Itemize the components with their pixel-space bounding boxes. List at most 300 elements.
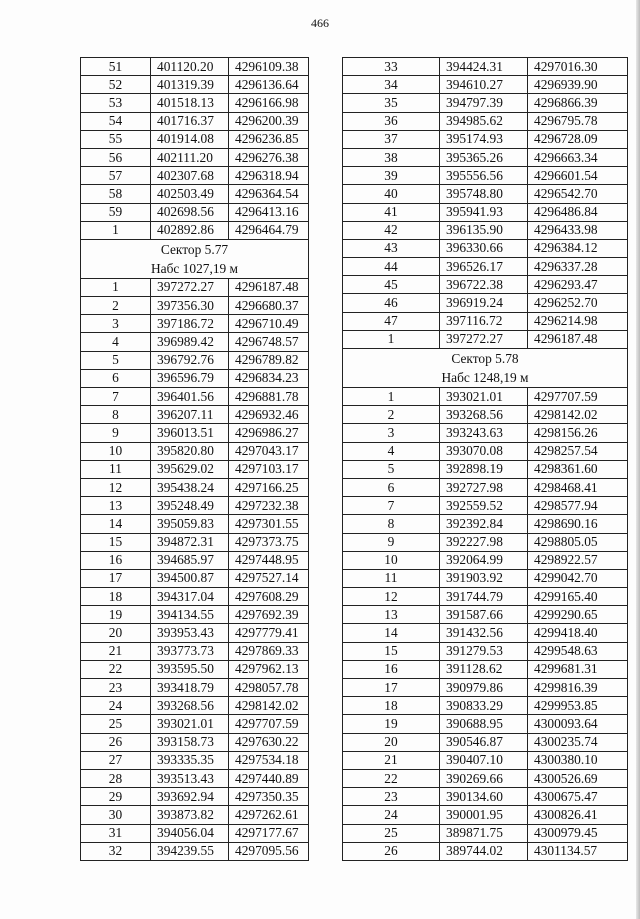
point-number-cell: 4 — [343, 442, 440, 460]
y-coordinate-cell: 4298690.16 — [528, 515, 628, 533]
table-row — [343, 606, 628, 624]
scan-page-edge — [636, 0, 640, 919]
table-row — [343, 588, 628, 606]
point-number-cell: 30 — [81, 806, 151, 824]
y-coordinate-cell: 4299418.40 — [528, 624, 628, 642]
y-coordinate-cell: 4301134.57 — [528, 842, 628, 860]
sector-height: Набс 1027,19 м — [150, 260, 239, 276]
table-row — [343, 569, 628, 587]
table-row — [343, 312, 628, 330]
point-number-cell: 26 — [81, 733, 151, 751]
x-coordinate-cell: 390546.87 — [440, 733, 528, 751]
x-coordinate-cell: 402892.86 — [151, 221, 229, 239]
x-coordinate-cell: 397116.72 — [440, 312, 528, 330]
y-coordinate-cell: 4296663.34 — [528, 148, 628, 166]
x-coordinate-cell: 390001.95 — [440, 806, 528, 824]
y-coordinate-cell: 4298257.54 — [528, 442, 628, 460]
point-number-cell: 33 — [343, 58, 440, 76]
point-number-cell: 59 — [81, 203, 151, 221]
point-number-cell: 26 — [343, 842, 440, 860]
point-number-cell: 23 — [343, 788, 440, 806]
table-row — [81, 112, 309, 130]
table-row — [81, 588, 309, 606]
table-row — [343, 679, 628, 697]
point-number-cell: 21 — [343, 751, 440, 769]
point-number-cell: 27 — [81, 751, 151, 769]
point-number-cell: 36 — [343, 112, 440, 130]
table-row — [343, 406, 628, 424]
point-number-cell: 16 — [343, 660, 440, 678]
table-row — [343, 167, 628, 185]
x-coordinate-cell: 392559.52 — [440, 497, 528, 515]
y-coordinate-cell: 4299953.85 — [528, 697, 628, 715]
point-number-cell: 32 — [81, 842, 151, 860]
y-coordinate-cell: 4297534.18 — [229, 751, 309, 769]
point-number-cell: 2 — [81, 297, 151, 315]
table-row — [81, 533, 309, 551]
table-row — [81, 278, 309, 296]
x-coordinate-cell: 396792.76 — [151, 351, 229, 369]
x-coordinate-cell: 391587.66 — [440, 606, 528, 624]
x-coordinate-cell: 392392.84 — [440, 515, 528, 533]
point-number-cell: 35 — [343, 94, 440, 112]
sector-header-row — [343, 349, 628, 388]
table-row — [343, 442, 628, 460]
table-row — [343, 94, 628, 112]
table-row — [81, 76, 309, 94]
y-coordinate-cell: 4296834.23 — [229, 369, 309, 387]
table-row — [343, 642, 628, 660]
sector-header — [81, 239, 309, 278]
table-row — [81, 624, 309, 642]
table-row — [81, 478, 309, 496]
point-number-cell: 25 — [343, 824, 440, 842]
table-row — [343, 388, 628, 406]
sector-title: Сектор 5.77 — [160, 241, 229, 257]
x-coordinate-cell: 392727.98 — [440, 478, 528, 496]
point-number-cell: 24 — [81, 697, 151, 715]
x-coordinate-cell: 393595.50 — [151, 660, 229, 678]
x-coordinate-cell: 391903.92 — [440, 569, 528, 587]
x-coordinate-cell: 391279.53 — [440, 642, 528, 660]
y-coordinate-cell: 4297350.35 — [229, 788, 309, 806]
x-coordinate-cell: 401914.08 — [151, 130, 229, 148]
y-coordinate-cell: 4297608.29 — [229, 588, 309, 606]
x-coordinate-cell: 395820.80 — [151, 442, 229, 460]
table-row — [343, 697, 628, 715]
table-row — [81, 515, 309, 533]
x-coordinate-cell: 402698.56 — [151, 203, 229, 221]
x-coordinate-cell: 395556.56 — [440, 167, 528, 185]
y-coordinate-cell: 4296364.54 — [229, 185, 309, 203]
x-coordinate-cell: 395748.80 — [440, 185, 528, 203]
table-row — [343, 806, 628, 824]
point-number-cell: 43 — [343, 239, 440, 257]
point-number-cell: 6 — [343, 478, 440, 496]
y-coordinate-cell: 4296932.46 — [229, 406, 309, 424]
point-number-cell: 18 — [343, 697, 440, 715]
x-coordinate-cell: 390269.66 — [440, 769, 528, 787]
x-coordinate-cell: 393243.63 — [440, 424, 528, 442]
x-coordinate-cell: 394317.04 — [151, 588, 229, 606]
x-coordinate-cell: 396135.90 — [440, 221, 528, 239]
table-row — [81, 551, 309, 569]
point-number-cell: 14 — [343, 624, 440, 642]
point-number-cell: 45 — [343, 276, 440, 294]
point-number-cell: 13 — [343, 606, 440, 624]
x-coordinate-cell: 390833.29 — [440, 697, 528, 715]
point-number-cell: 21 — [81, 642, 151, 660]
sector-header-row — [81, 239, 309, 278]
x-coordinate-cell: 396207.11 — [151, 406, 229, 424]
point-number-cell: 41 — [343, 203, 440, 221]
y-coordinate-cell: 4297166.25 — [229, 478, 309, 496]
point-number-cell: 7 — [81, 388, 151, 406]
x-coordinate-cell: 395438.24 — [151, 478, 229, 496]
x-coordinate-cell: 397272.27 — [151, 278, 229, 296]
y-coordinate-cell: 4296384.12 — [528, 239, 628, 257]
point-number-cell: 56 — [81, 148, 151, 166]
x-coordinate-cell: 396722.38 — [440, 276, 528, 294]
point-number-cell: 5 — [81, 351, 151, 369]
y-coordinate-cell: 4299290.65 — [528, 606, 628, 624]
x-coordinate-cell: 394872.31 — [151, 533, 229, 551]
point-number-cell: 3 — [343, 424, 440, 442]
x-coordinate-cell: 396330.66 — [440, 239, 528, 257]
point-number-cell: 8 — [343, 515, 440, 533]
point-number-cell: 39 — [343, 167, 440, 185]
point-number-cell: 46 — [343, 294, 440, 312]
point-number-cell: 55 — [81, 130, 151, 148]
point-number-cell: 24 — [343, 806, 440, 824]
y-coordinate-cell: 4297103.17 — [229, 460, 309, 478]
x-coordinate-cell: 396401.56 — [151, 388, 229, 406]
table-row — [343, 715, 628, 733]
table-row — [343, 551, 628, 569]
table-row — [343, 624, 628, 642]
y-coordinate-cell: 4298156.26 — [528, 424, 628, 442]
y-coordinate-cell: 4297043.17 — [229, 442, 309, 460]
y-coordinate-cell: 4296748.57 — [229, 333, 309, 351]
table-row — [81, 406, 309, 424]
table-row — [81, 388, 309, 406]
y-coordinate-cell: 4296318.94 — [229, 167, 309, 185]
y-coordinate-cell: 4296166.98 — [229, 94, 309, 112]
x-coordinate-cell: 390688.95 — [440, 715, 528, 733]
table-row — [343, 130, 628, 148]
point-number-cell: 12 — [343, 588, 440, 606]
x-coordinate-cell: 393513.43 — [151, 769, 229, 787]
table-row — [343, 842, 628, 860]
table-row — [343, 751, 628, 769]
y-coordinate-cell: 4296939.90 — [528, 76, 628, 94]
point-number-cell: 2 — [343, 406, 440, 424]
table-row — [343, 221, 628, 239]
y-coordinate-cell: 4296337.28 — [528, 258, 628, 276]
x-coordinate-cell: 391432.56 — [440, 624, 528, 642]
x-coordinate-cell: 389871.75 — [440, 824, 528, 842]
table-row — [81, 203, 309, 221]
table-row — [81, 842, 309, 860]
point-number-cell: 37 — [343, 130, 440, 148]
point-number-cell: 38 — [343, 148, 440, 166]
x-coordinate-cell: 389744.02 — [440, 842, 528, 860]
y-coordinate-cell: 4297448.95 — [229, 551, 309, 569]
x-coordinate-cell: 395248.49 — [151, 497, 229, 515]
y-coordinate-cell: 4296789.82 — [229, 351, 309, 369]
y-coordinate-cell: 4296728.09 — [528, 130, 628, 148]
x-coordinate-cell: 396919.24 — [440, 294, 528, 312]
table-row — [81, 442, 309, 460]
point-number-cell: 11 — [81, 460, 151, 478]
table-row — [81, 130, 309, 148]
point-number-cell: 12 — [81, 478, 151, 496]
x-coordinate-cell: 394610.27 — [440, 76, 528, 94]
table-row — [81, 679, 309, 697]
y-coordinate-cell: 4296276.38 — [229, 148, 309, 166]
point-number-cell: 58 — [81, 185, 151, 203]
y-coordinate-cell: 4299165.40 — [528, 588, 628, 606]
y-coordinate-cell: 4296200.39 — [229, 112, 309, 130]
table-row — [343, 788, 628, 806]
y-coordinate-cell: 4296795.78 — [528, 112, 628, 130]
table-row — [343, 330, 628, 348]
y-coordinate-cell: 4298468.41 — [528, 478, 628, 496]
table-row — [343, 58, 628, 76]
table-row — [81, 333, 309, 351]
table-row — [81, 497, 309, 515]
point-number-cell: 7 — [343, 497, 440, 515]
point-number-cell: 9 — [81, 424, 151, 442]
y-coordinate-cell: 4296486.84 — [528, 203, 628, 221]
point-number-cell: 1 — [81, 278, 151, 296]
table-row — [81, 569, 309, 587]
y-coordinate-cell: 4296252.70 — [528, 294, 628, 312]
y-coordinate-cell: 4296236.85 — [229, 130, 309, 148]
table-row — [343, 185, 628, 203]
x-coordinate-cell: 402503.49 — [151, 185, 229, 203]
y-coordinate-cell: 4297232.38 — [229, 497, 309, 515]
point-number-cell: 52 — [81, 76, 151, 94]
x-coordinate-cell: 395174.93 — [440, 130, 528, 148]
x-coordinate-cell: 393873.82 — [151, 806, 229, 824]
point-number-cell: 16 — [81, 551, 151, 569]
y-coordinate-cell: 4296433.98 — [528, 221, 628, 239]
x-coordinate-cell: 401319.39 — [151, 76, 229, 94]
x-coordinate-cell: 396013.51 — [151, 424, 229, 442]
point-number-cell: 34 — [343, 76, 440, 94]
y-coordinate-cell: 4296881.78 — [229, 388, 309, 406]
x-coordinate-cell: 396526.17 — [440, 258, 528, 276]
page-number: 466 — [311, 16, 329, 30]
x-coordinate-cell: 393070.08 — [440, 442, 528, 460]
y-coordinate-cell: 4300675.47 — [528, 788, 628, 806]
y-coordinate-cell: 4299042.70 — [528, 569, 628, 587]
x-coordinate-cell: 393692.94 — [151, 788, 229, 806]
y-coordinate-cell: 4296986.27 — [229, 424, 309, 442]
y-coordinate-cell: 4296136.64 — [229, 76, 309, 94]
table-row — [81, 58, 309, 76]
table-row — [81, 148, 309, 166]
x-coordinate-cell: 397356.30 — [151, 297, 229, 315]
table-row — [81, 660, 309, 678]
table-row — [81, 697, 309, 715]
table-row — [343, 824, 628, 842]
y-coordinate-cell: 4297177.67 — [229, 824, 309, 842]
y-coordinate-cell: 4296214.98 — [528, 312, 628, 330]
x-coordinate-cell: 393418.79 — [151, 679, 229, 697]
x-coordinate-cell: 393335.35 — [151, 751, 229, 769]
x-coordinate-cell: 394134.55 — [151, 606, 229, 624]
y-coordinate-cell: 4296601.54 — [528, 167, 628, 185]
table-row — [81, 824, 309, 842]
x-coordinate-cell: 394985.62 — [440, 112, 528, 130]
table-row — [343, 148, 628, 166]
y-coordinate-cell: 4296109.38 — [229, 58, 309, 76]
x-coordinate-cell: 393773.73 — [151, 642, 229, 660]
point-number-cell: 3 — [81, 315, 151, 333]
point-number-cell: 4 — [81, 333, 151, 351]
x-coordinate-cell: 390407.10 — [440, 751, 528, 769]
point-number-cell: 9 — [343, 533, 440, 551]
table-row — [343, 769, 628, 787]
sector-height: Набс 1248,19 м — [441, 370, 529, 385]
y-coordinate-cell: 4298805.05 — [528, 533, 628, 551]
x-coordinate-cell: 401120.20 — [151, 58, 229, 76]
table-row — [343, 203, 628, 221]
point-number-cell: 31 — [81, 824, 151, 842]
y-coordinate-cell: 4296866.39 — [528, 94, 628, 112]
point-number-cell: 15 — [343, 642, 440, 660]
y-coordinate-cell: 4299681.31 — [528, 660, 628, 678]
y-coordinate-cell: 4300380.10 — [528, 751, 628, 769]
point-number-cell: 17 — [343, 679, 440, 697]
sector-header — [343, 349, 628, 388]
x-coordinate-cell: 402111.20 — [151, 148, 229, 166]
table-row — [81, 606, 309, 624]
y-coordinate-cell: 4297707.59 — [528, 388, 628, 406]
table-row — [343, 733, 628, 751]
point-number-cell: 28 — [81, 769, 151, 787]
x-coordinate-cell: 393268.56 — [151, 697, 229, 715]
table-row — [81, 806, 309, 824]
x-coordinate-cell: 390134.60 — [440, 788, 528, 806]
y-coordinate-cell: 4300235.74 — [528, 733, 628, 751]
point-number-cell: 19 — [343, 715, 440, 733]
point-number-cell: 18 — [81, 588, 151, 606]
y-coordinate-cell: 4297262.61 — [229, 806, 309, 824]
y-coordinate-cell: 4297630.22 — [229, 733, 309, 751]
x-coordinate-cell: 392227.98 — [440, 533, 528, 551]
table-row — [343, 478, 628, 496]
y-coordinate-cell: 4296293.47 — [528, 276, 628, 294]
table-row — [343, 424, 628, 442]
point-number-cell: 1 — [343, 388, 440, 406]
table-row — [343, 76, 628, 94]
coordinates-table-left — [80, 57, 309, 861]
point-number-cell: 10 — [81, 442, 151, 460]
y-coordinate-cell: 4296187.48 — [229, 278, 309, 296]
point-number-cell: 20 — [343, 733, 440, 751]
table-row — [81, 424, 309, 442]
x-coordinate-cell: 395059.83 — [151, 515, 229, 533]
point-number-cell: 57 — [81, 167, 151, 185]
point-number-cell: 47 — [343, 312, 440, 330]
y-coordinate-cell: 4296710.49 — [229, 315, 309, 333]
point-number-cell: 22 — [343, 769, 440, 787]
x-coordinate-cell: 395629.02 — [151, 460, 229, 478]
y-coordinate-cell: 4297373.75 — [229, 533, 309, 551]
x-coordinate-cell: 393021.01 — [151, 715, 229, 733]
point-number-cell: 13 — [81, 497, 151, 515]
x-coordinate-cell: 394797.39 — [440, 94, 528, 112]
table-row — [81, 167, 309, 185]
y-coordinate-cell: 4297692.39 — [229, 606, 309, 624]
x-coordinate-cell: 394239.55 — [151, 842, 229, 860]
x-coordinate-cell: 393268.56 — [440, 406, 528, 424]
y-coordinate-cell: 4297707.59 — [229, 715, 309, 733]
table-row — [343, 497, 628, 515]
y-coordinate-cell: 4296464.79 — [229, 221, 309, 239]
table-row — [343, 239, 628, 257]
y-coordinate-cell: 4297095.56 — [229, 842, 309, 860]
table-row — [343, 533, 628, 551]
x-coordinate-cell: 401518.13 — [151, 94, 229, 112]
point-number-cell: 42 — [343, 221, 440, 239]
point-number-cell: 22 — [81, 660, 151, 678]
sector-title: Сектор 5.78 — [451, 351, 519, 366]
table-row — [343, 112, 628, 130]
y-coordinate-cell: 4298922.57 — [528, 551, 628, 569]
table-row — [81, 351, 309, 369]
x-coordinate-cell: 397272.27 — [440, 330, 528, 348]
y-coordinate-cell: 4297016.30 — [528, 58, 628, 76]
table-row — [343, 660, 628, 678]
y-coordinate-cell: 4298142.02 — [528, 406, 628, 424]
table-row — [81, 788, 309, 806]
table-row — [81, 769, 309, 787]
y-coordinate-cell: 4300526.69 — [528, 769, 628, 787]
point-number-cell: 8 — [81, 406, 151, 424]
point-number-cell: 25 — [81, 715, 151, 733]
coordinates-table-right — [342, 57, 628, 861]
table-row — [343, 276, 628, 294]
table-row — [343, 294, 628, 312]
y-coordinate-cell: 4298361.60 — [528, 460, 628, 478]
x-coordinate-cell: 392064.99 — [440, 551, 528, 569]
x-coordinate-cell: 393158.73 — [151, 733, 229, 751]
y-coordinate-cell: 4297527.14 — [229, 569, 309, 587]
x-coordinate-cell: 401716.37 — [151, 112, 229, 130]
x-coordinate-cell: 393953.43 — [151, 624, 229, 642]
y-coordinate-cell: 4297301.55 — [229, 515, 309, 533]
y-coordinate-cell: 4299548.63 — [528, 642, 628, 660]
y-coordinate-cell: 4297779.41 — [229, 624, 309, 642]
table-row — [81, 751, 309, 769]
point-number-cell: 1 — [81, 221, 151, 239]
x-coordinate-cell: 395941.93 — [440, 203, 528, 221]
table-row — [343, 460, 628, 478]
y-coordinate-cell: 4299816.39 — [528, 679, 628, 697]
point-number-cell: 53 — [81, 94, 151, 112]
point-number-cell: 20 — [81, 624, 151, 642]
y-coordinate-cell: 4296542.70 — [528, 185, 628, 203]
table-row — [81, 733, 309, 751]
y-coordinate-cell: 4300826.41 — [528, 806, 628, 824]
point-number-cell: 11 — [343, 569, 440, 587]
point-number-cell: 44 — [343, 258, 440, 276]
x-coordinate-cell: 394685.97 — [151, 551, 229, 569]
